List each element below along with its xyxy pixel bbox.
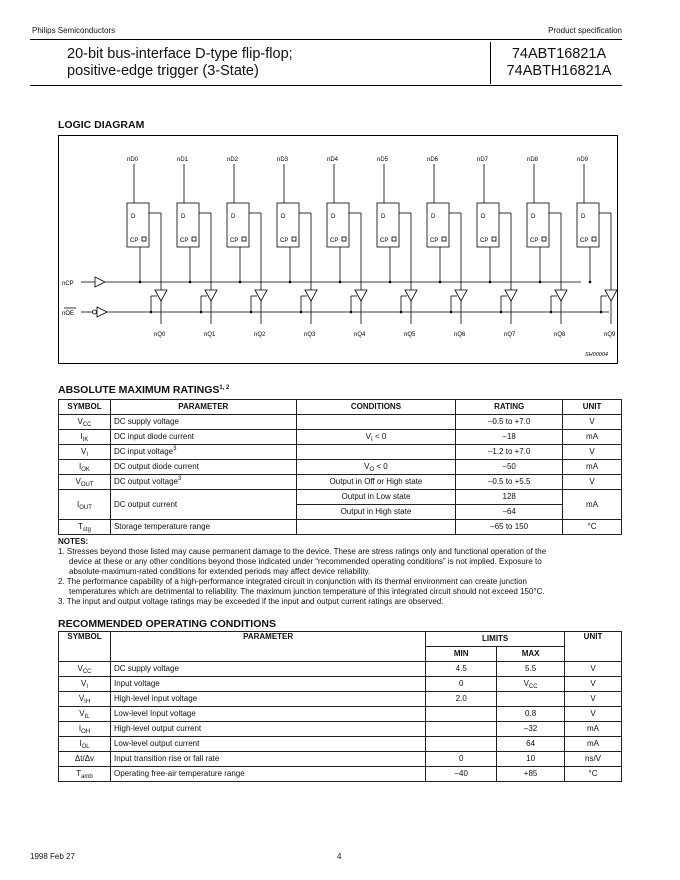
rec-max-sub: CC <box>528 684 538 690</box>
clock-junction <box>389 281 392 284</box>
rec-col-unit: UNIT <box>565 632 622 662</box>
clock-edge-symbol <box>442 237 446 241</box>
abs-symbol: $V_{CC}$ <box>59 415 111 430</box>
note-1-line-2: device at these or any other conditions beyond those indicated under “recommended operating conditions” is not implied. Exposure to <box>69 557 542 566</box>
d-pin-label: D <box>131 214 136 220</box>
rec-parameter: Low-level output current <box>110 737 425 752</box>
abs-row <box>59 475 622 490</box>
clock-junction <box>239 281 242 284</box>
abs-condition-sub: O <box>369 467 375 473</box>
input-label: nD7 <box>477 157 489 163</box>
abs-unit: °C <box>563 520 622 535</box>
rec-symbol-sub: OL <box>81 744 90 750</box>
tristate-buffer <box>255 290 267 301</box>
abs-symbol-sub: OUT <box>80 482 94 488</box>
abs-symbol: $V_I$ <box>59 445 111 460</box>
output-label: nQ3 <box>304 332 316 338</box>
abs-condition: Output in High state <box>296 505 456 520</box>
rec-max: 10 <box>497 752 565 767</box>
rec-symbol-sub: IH <box>84 699 91 705</box>
abs-max-table <box>58 399 622 535</box>
abs-unit: V <box>563 475 622 490</box>
rec-col-min: MIN <box>426 647 497 662</box>
rec-col-parameter: PARAMETER <box>110 632 425 662</box>
abs-parameter: DC output current <box>110 490 296 520</box>
clock-edge-symbol <box>192 237 196 241</box>
abs-parameter: DC output voltage$^3$ <box>110 475 296 490</box>
clock-edge-symbol <box>592 237 596 241</box>
tristate-buffer <box>505 290 517 301</box>
tristate-buffer <box>355 290 367 301</box>
abs-symbol-sub: OK <box>81 467 90 473</box>
abs-max-heading-notes: 1, 2 <box>219 385 230 391</box>
input-label: nD4 <box>327 157 339 163</box>
d-pin-label: D <box>281 214 286 220</box>
abs-col-unit: UNIT <box>563 400 622 415</box>
rec-parameter: DC supply voltage <box>110 662 425 677</box>
clock-buffer <box>95 277 105 287</box>
rec-unit: V <box>565 662 622 677</box>
note-2-line-2: temperatures which are detrimental to reliability. The maximum junction temperature of this integrated circuit should not exceed 150°C. <box>69 587 545 596</box>
clock-junction <box>439 281 442 284</box>
tristate-buffer <box>455 290 467 301</box>
cp-pin-label: CP <box>530 238 539 244</box>
rec-parameter: High-level input voltage <box>110 692 425 707</box>
oe-junction <box>150 311 153 314</box>
rec-unit: V <box>565 692 622 707</box>
part-number-1: 74ABT16821A <box>511 46 607 62</box>
abs-symbol: $I_{IK}$ <box>59 430 111 445</box>
abs-col-conditions: CONDITIONS <box>296 400 456 415</box>
cp-pin-label: CP <box>480 238 489 244</box>
rec-symbol-sub: IL <box>84 714 90 720</box>
cp-pin-label: CP <box>330 238 339 244</box>
rec-col-symbol: SYMBOL <box>59 632 111 662</box>
abs-condition: $V_I < 0$ <box>296 430 456 445</box>
abs-unit: mA <box>563 430 622 445</box>
rec-symbol: Δt/Δv <box>59 752 111 767</box>
abs-symbol-sub: IK <box>82 437 89 443</box>
abs-max-heading <box>58 384 229 396</box>
output-label: nQ8 <box>554 332 566 338</box>
abs-max-header-row <box>59 400 622 415</box>
oe-junction <box>250 311 253 314</box>
abs-symbol-sub: CC <box>82 422 92 428</box>
oe-junction <box>550 311 553 314</box>
output-label: nQ0 <box>154 332 166 338</box>
rec-col-limits: LIMITS <box>426 632 565 647</box>
abs-unit: V <box>563 445 622 460</box>
clock-junction <box>189 281 192 284</box>
oe-label: nOE <box>62 311 75 317</box>
output-label: nQ5 <box>404 332 416 338</box>
rec-min <box>426 737 497 752</box>
abs-rating: –65 to 150 <box>456 520 563 535</box>
abs-note-ref: 3 <box>178 476 182 482</box>
abs-condition <box>296 415 456 430</box>
clock-junction <box>139 281 142 284</box>
rec-header-row-1 <box>59 632 622 647</box>
clock-junction <box>289 281 292 284</box>
abs-rating: –1.2 to +7.0 <box>456 445 563 460</box>
d-pin-label: D <box>431 214 436 220</box>
d-pin-label: D <box>381 214 386 220</box>
rec-symbol: $V_{IL}$ <box>59 707 111 722</box>
input-label: nD6 <box>427 157 439 163</box>
abs-symbol: $I_{OK}$ <box>59 460 111 475</box>
document-type: Product specification <box>548 26 622 35</box>
output-label: nQ2 <box>254 332 266 338</box>
abs-symbol: $I_{OUT}$ <box>59 490 111 520</box>
header-bottom-rule <box>30 85 622 86</box>
rec-min: 2.0 <box>426 692 497 707</box>
rec-unit: V <box>565 707 622 722</box>
tristate-buffer <box>605 290 617 301</box>
rec-symbol-sub: I <box>86 684 88 690</box>
rec-parameter: High-level output current <box>110 722 425 737</box>
rec-unit: V <box>565 677 622 692</box>
clock-label: nCP <box>62 281 74 287</box>
d-pin-label: D <box>581 214 586 220</box>
clock-junction <box>339 281 342 284</box>
abs-col-rating: RATING <box>456 400 563 415</box>
input-label: nD0 <box>127 157 139 163</box>
output-label: nQ7 <box>504 332 516 338</box>
d-pin-label: D <box>181 214 186 220</box>
rec-parameter: Low-level Input voltage <box>110 707 425 722</box>
oe-junction <box>500 311 503 314</box>
abs-row <box>59 415 622 430</box>
title-line-1: 20-bit bus-interface D-type flip-flop; <box>67 46 293 62</box>
clock-edge-symbol <box>292 237 296 241</box>
rec-max: –32 <box>497 722 565 737</box>
logic-diagram-frame <box>58 135 618 364</box>
oe-junction <box>200 311 203 314</box>
abs-max-heading-text: ABSOLUTE MAXIMUM RATINGS <box>58 384 220 396</box>
abs-parameter: DC input diode current <box>110 430 296 445</box>
abs-symbol-sub: OUT <box>79 504 92 511</box>
clock-edge-symbol <box>142 237 146 241</box>
cp-pin-label: CP <box>380 238 389 244</box>
tristate-buffer <box>555 290 567 301</box>
logic-diagram <box>59 136 617 363</box>
d-pin-label: D <box>331 214 336 220</box>
rec-parameter: Input voltage <box>110 677 425 692</box>
page-title <box>67 46 293 80</box>
output-label: nQ6 <box>454 332 466 338</box>
input-label: nD2 <box>227 157 239 163</box>
oe-junction <box>300 311 303 314</box>
abs-symbol: $T_{stg}$ <box>59 520 111 535</box>
oe-inverter-bubble <box>93 310 97 314</box>
clock-junction <box>489 281 492 284</box>
rec-max: 64 <box>497 737 565 752</box>
input-label: nD3 <box>277 157 289 163</box>
abs-condition: Output in Off or High state <box>296 475 456 490</box>
output-label: nQ4 <box>354 332 366 338</box>
tristate-buffer <box>205 290 217 301</box>
cp-pin-label: CP <box>130 238 139 244</box>
output-label: nQ1 <box>204 332 216 338</box>
rec-parameter: Operating free-air temperature range <box>110 767 425 782</box>
rec-symbol: $V_I$ <box>59 677 111 692</box>
oe-junction <box>350 311 353 314</box>
rec-symbol: $I_{OH}$ <box>59 722 111 737</box>
abs-note-ref: 3 <box>173 446 177 452</box>
rec-min: 0 <box>426 677 497 692</box>
abs-rating: 128 <box>456 490 563 505</box>
oe-junction <box>400 311 403 314</box>
abs-symbol-sub: stg <box>82 527 91 533</box>
abs-row <box>59 445 622 460</box>
abs-unit: mA <box>563 460 622 475</box>
oe-junction <box>600 311 603 314</box>
oe-buffer <box>97 307 107 317</box>
rec-min <box>426 722 497 737</box>
title-divider <box>490 42 491 84</box>
rec-symbol: $I_{OL}$ <box>59 737 111 752</box>
part-numbers <box>494 46 624 80</box>
rec-symbol: $V_{CC}$ <box>59 662 111 677</box>
abs-rating: –0.5 to +7.0 <box>456 415 563 430</box>
abs-parameter: Storage temperature range <box>110 520 296 535</box>
cp-pin-label: CP <box>580 238 589 244</box>
rec-symbol: $V_{IH}$ <box>59 692 111 707</box>
rec-row <box>59 662 622 677</box>
abs-unit: mA <box>563 490 622 520</box>
note-1: 1. Stresses beyond those listed may cause permanent damage to the device. These are stress ratings only and functional operation of the <box>58 547 547 556</box>
abs-condition <box>296 520 456 535</box>
rec-symbol-sub: OH <box>81 729 91 735</box>
rec-min: –40 <box>426 767 497 782</box>
rec-row <box>59 752 622 767</box>
abs-rating: –18 <box>456 430 563 445</box>
company-name: Philips Semiconductors <box>32 26 116 35</box>
rec-unit: °C <box>565 767 622 782</box>
abs-rating: –0.5 to +5.5 <box>456 475 563 490</box>
clock-edge-symbol <box>242 237 246 241</box>
title-line-2: positive-edge trigger (3-State) <box>67 63 259 79</box>
abs-row <box>59 430 622 445</box>
rec-parameter: Input transition rise or fall rate <box>110 752 425 767</box>
input-label: nD9 <box>577 157 589 163</box>
rec-max: $V_{CC}$ <box>497 677 565 692</box>
note-3: 3. The input and output voltage ratings may be exceeded if the input and output current ratings are observed. <box>58 597 444 606</box>
output-label: nQ9 <box>604 332 616 338</box>
diagram-code: SH00004 <box>585 352 608 358</box>
abs-col-symbol: SYMBOL <box>59 400 111 415</box>
rec-op-table <box>58 631 622 782</box>
input-label: nD1 <box>177 157 189 163</box>
abs-row-tstg <box>59 520 622 535</box>
rec-row <box>59 767 622 782</box>
cp-pin-label: CP <box>230 238 239 244</box>
input-label: nD5 <box>377 157 389 163</box>
clock-edge-symbol <box>542 237 546 241</box>
cp-pin-label: CP <box>280 238 289 244</box>
abs-condition: Output in Low state <box>296 490 456 505</box>
rec-row <box>59 737 622 752</box>
rec-max: 0.8 <box>497 707 565 722</box>
rec-min <box>426 707 497 722</box>
note-1-line-3: absolute-maximum-rated conditions for extended periods may affect device reliability. <box>69 567 371 576</box>
abs-rating: –64 <box>456 505 563 520</box>
abs-condition <box>296 445 456 460</box>
rec-symbol-sub: amb <box>81 774 93 780</box>
rec-col-max: MAX <box>497 647 565 662</box>
clock-junction <box>539 281 542 284</box>
rec-max <box>497 692 565 707</box>
rec-row <box>59 677 622 692</box>
abs-symbol: $V_{OUT}$ <box>59 475 111 490</box>
rec-max: +85 <box>497 767 565 782</box>
tristate-buffer <box>305 290 317 301</box>
tristate-buffer <box>155 290 167 301</box>
abs-symbol-sub: I <box>86 452 88 458</box>
rec-row <box>59 722 622 737</box>
footer-date: 1998 Feb 27 <box>30 852 75 861</box>
clock-junction <box>589 281 592 284</box>
abs-parameter: DC input voltage$^3$ <box>110 445 296 460</box>
clock-edge-symbol <box>342 237 346 241</box>
d-pin-label: D <box>481 214 486 220</box>
header-rule <box>30 39 622 40</box>
rec-row <box>59 707 622 722</box>
logic-diagram-heading: LOGIC DIAGRAM <box>58 119 145 131</box>
rec-symbol-sub: CC <box>82 669 92 675</box>
abs-row <box>59 460 622 475</box>
input-label: nD8 <box>527 157 539 163</box>
rec-min: 4.5 <box>426 662 497 677</box>
abs-col-parameter: PARAMETER <box>110 400 296 415</box>
notes-block <box>58 537 628 607</box>
note-2: 2. The performance capability of a high-performance integrated circuit in conjunction with its thermal environment can create junction <box>58 577 527 586</box>
abs-condition: $V_O < 0$ <box>296 460 456 475</box>
cp-pin-label: CP <box>180 238 189 244</box>
cp-pin-label: CP <box>430 238 439 244</box>
d-pin-label: D <box>231 214 236 220</box>
rec-op-heading: RECOMMENDED OPERATING CONDITIONS <box>58 618 276 630</box>
abs-parameter: DC output diode current <box>110 460 296 475</box>
abs-row-iout-1 <box>59 490 622 505</box>
d-pin-label: D <box>531 214 536 220</box>
notes-title: NOTES: <box>58 537 89 546</box>
abs-condition-sub: I <box>370 437 373 443</box>
part-number-2: 74ABTH16821A <box>506 63 612 79</box>
page-number: 4 <box>337 852 342 861</box>
rec-min: 0 <box>426 752 497 767</box>
rec-unit: ns/V <box>565 752 622 767</box>
tristate-buffer <box>405 290 417 301</box>
rec-max: 5.5 <box>497 662 565 677</box>
abs-rating: –50 <box>456 460 563 475</box>
abs-parameter: DC supply voltage <box>110 415 296 430</box>
clock-edge-symbol <box>492 237 496 241</box>
rec-row <box>59 692 622 707</box>
rec-symbol: $T_{amb}$ <box>59 767 111 782</box>
clock-edge-symbol <box>392 237 396 241</box>
oe-junction <box>450 311 453 314</box>
abs-unit: V <box>563 415 622 430</box>
rec-unit: mA <box>565 722 622 737</box>
rec-unit: mA <box>565 737 622 752</box>
